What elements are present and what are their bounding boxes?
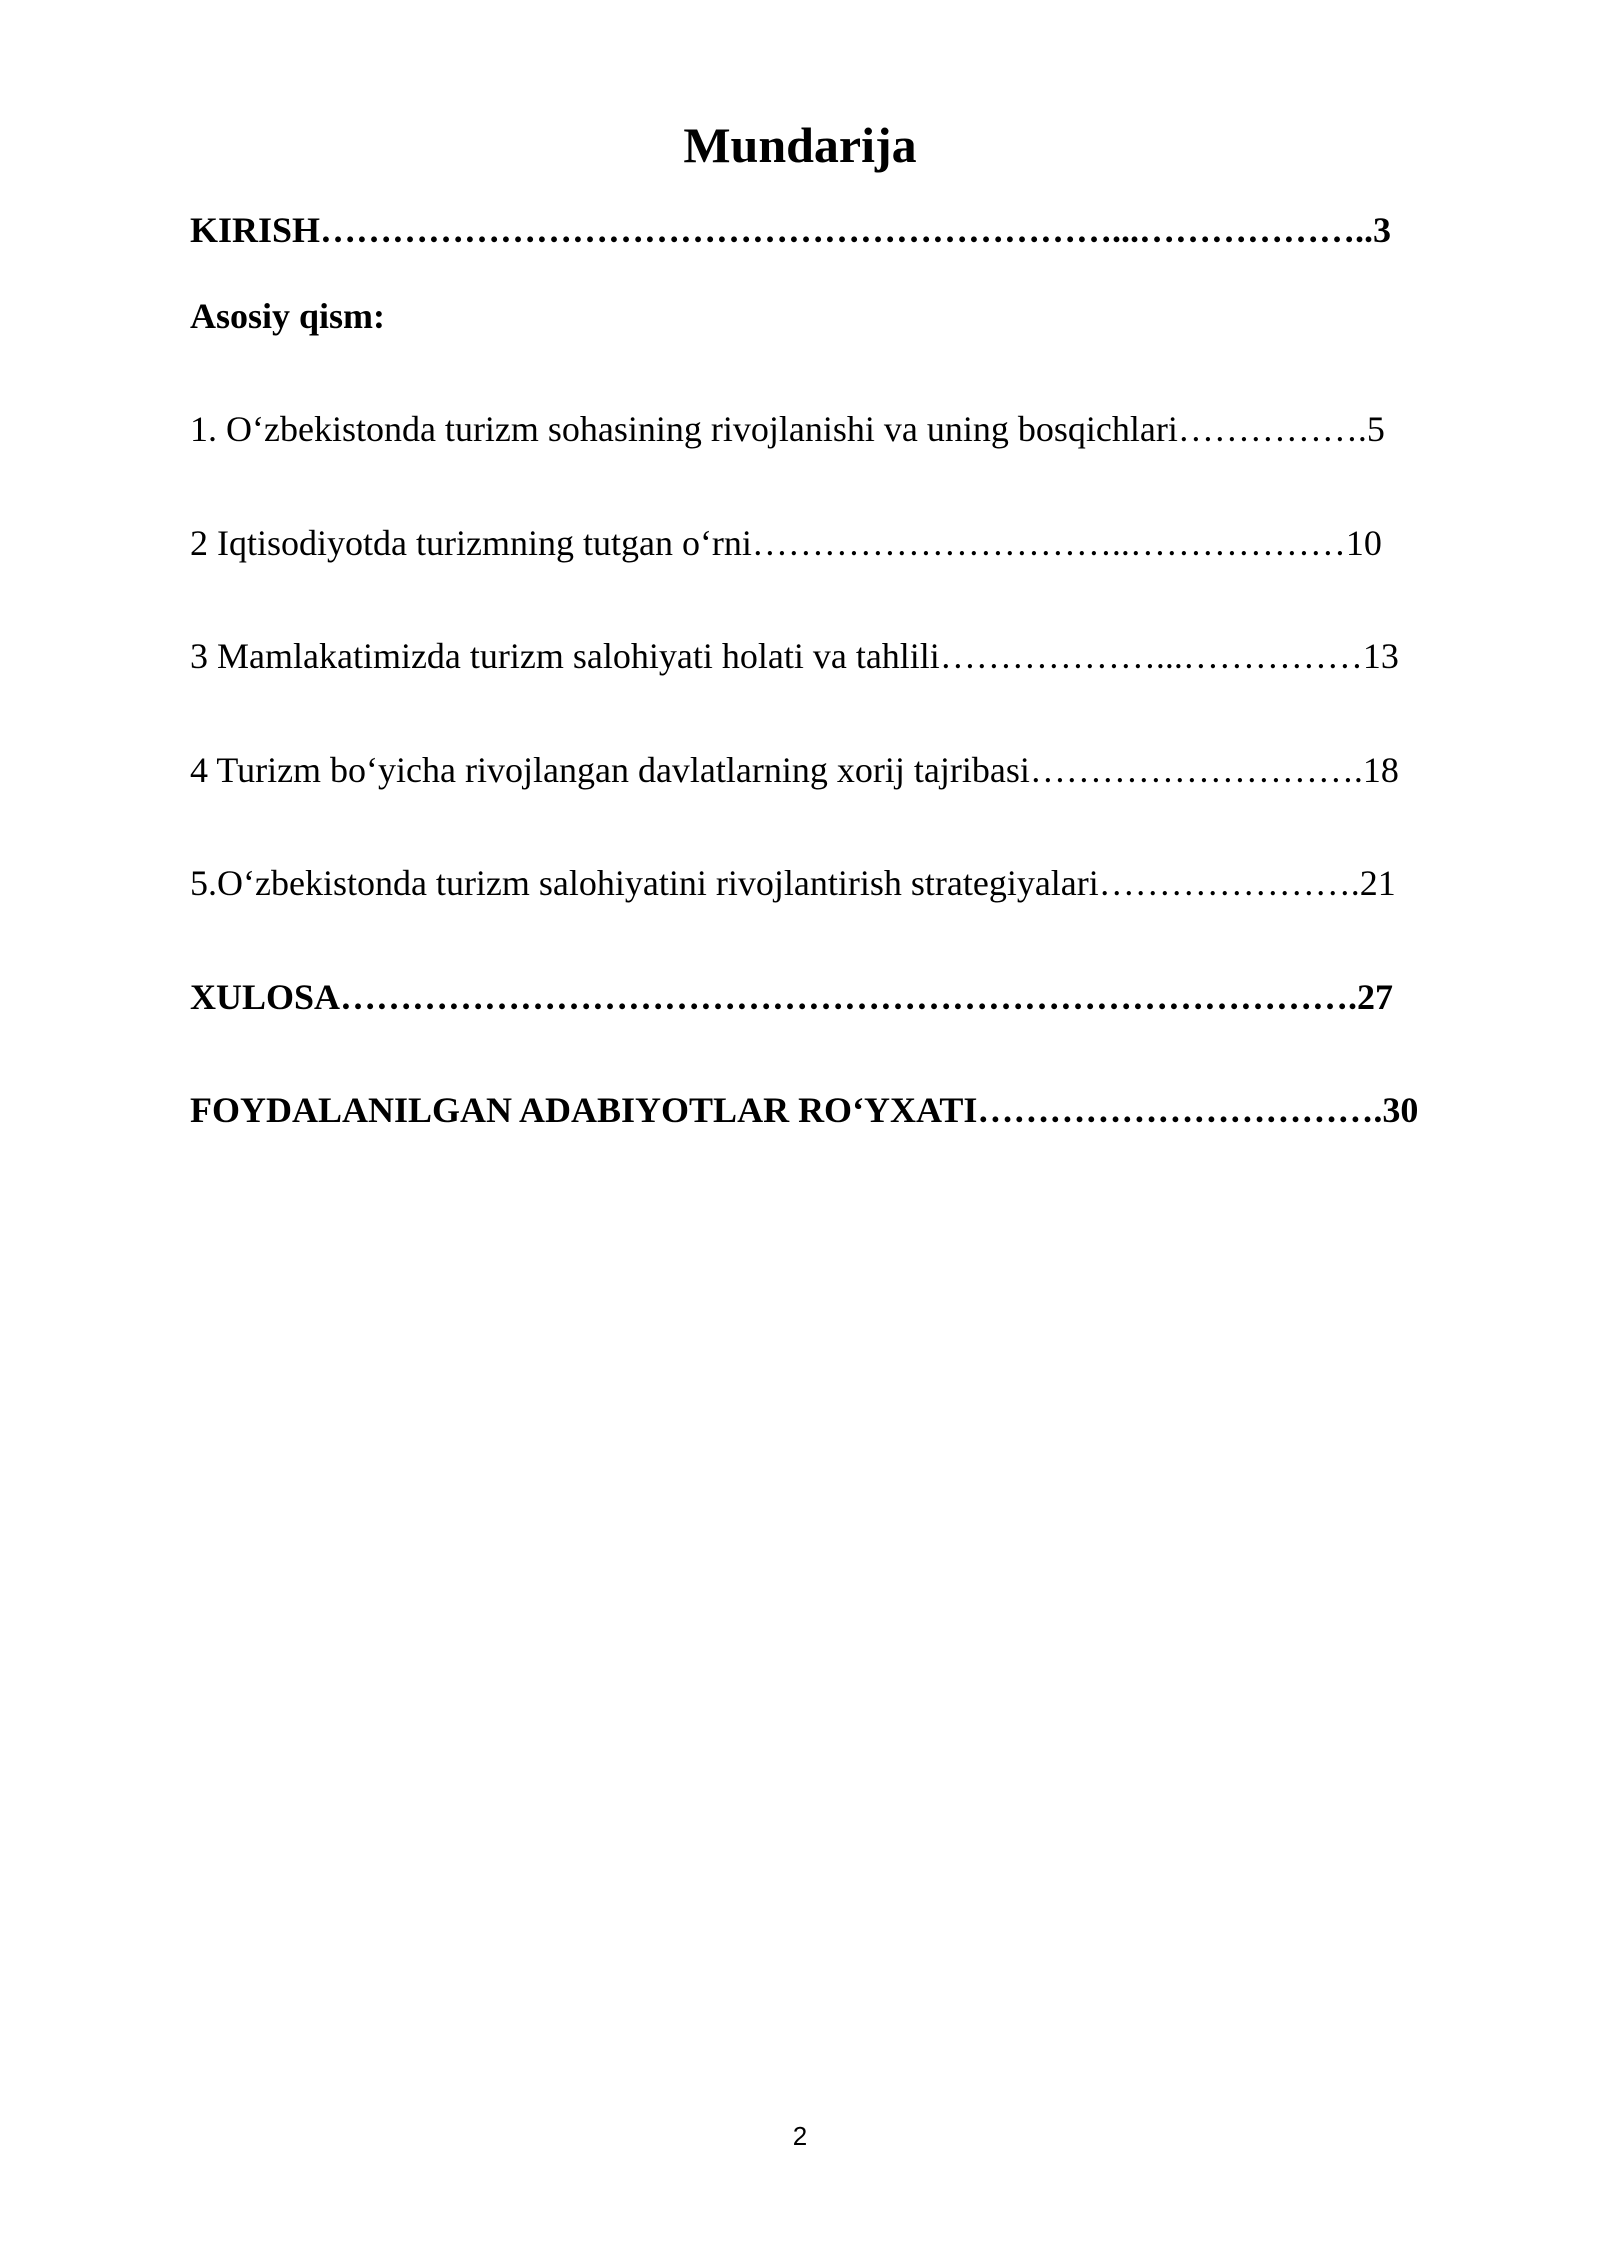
toc-entry-kirish: KIRISH…………………………………………………………...………………..3 <box>190 210 1392 250</box>
toc-entry-1: 1. O‘zbekistonda turizm sohasining rivojlanishi va uning bosqichlari…………….5 <box>190 409 1385 449</box>
toc-section-heading: Asosiy qism: <box>190 296 386 336</box>
toc-entry-4: 4 Turizm bo‘yicha rivojlangan davlatlarning xorij tajribasi……………………….18 <box>190 750 1399 790</box>
toc-entry-5: 5.O‘zbekistonda turizm salohiyatini rivojlantirish strategiyalari………………….21 <box>190 863 1396 903</box>
toc-entry-references: FOYDALANILGAN ADABIYOTLAR RO‘YXATI…………………………….30 <box>190 1090 1419 1130</box>
page-title: Mundarija <box>683 117 917 173</box>
toc-entry-2: 2 Iqtisodiyotda turizmning tutgan o‘rni…………………………..………………10 <box>190 523 1382 563</box>
page-number: 2 <box>792 2121 808 2151</box>
toc-entry-3: 3 Mamlakatimizda turizm salohiyati holati va tahlili………………...……………13 <box>190 636 1399 676</box>
toc-entry-xulosa: XULOSA………………………………………………………………………….27 <box>190 977 1394 1017</box>
